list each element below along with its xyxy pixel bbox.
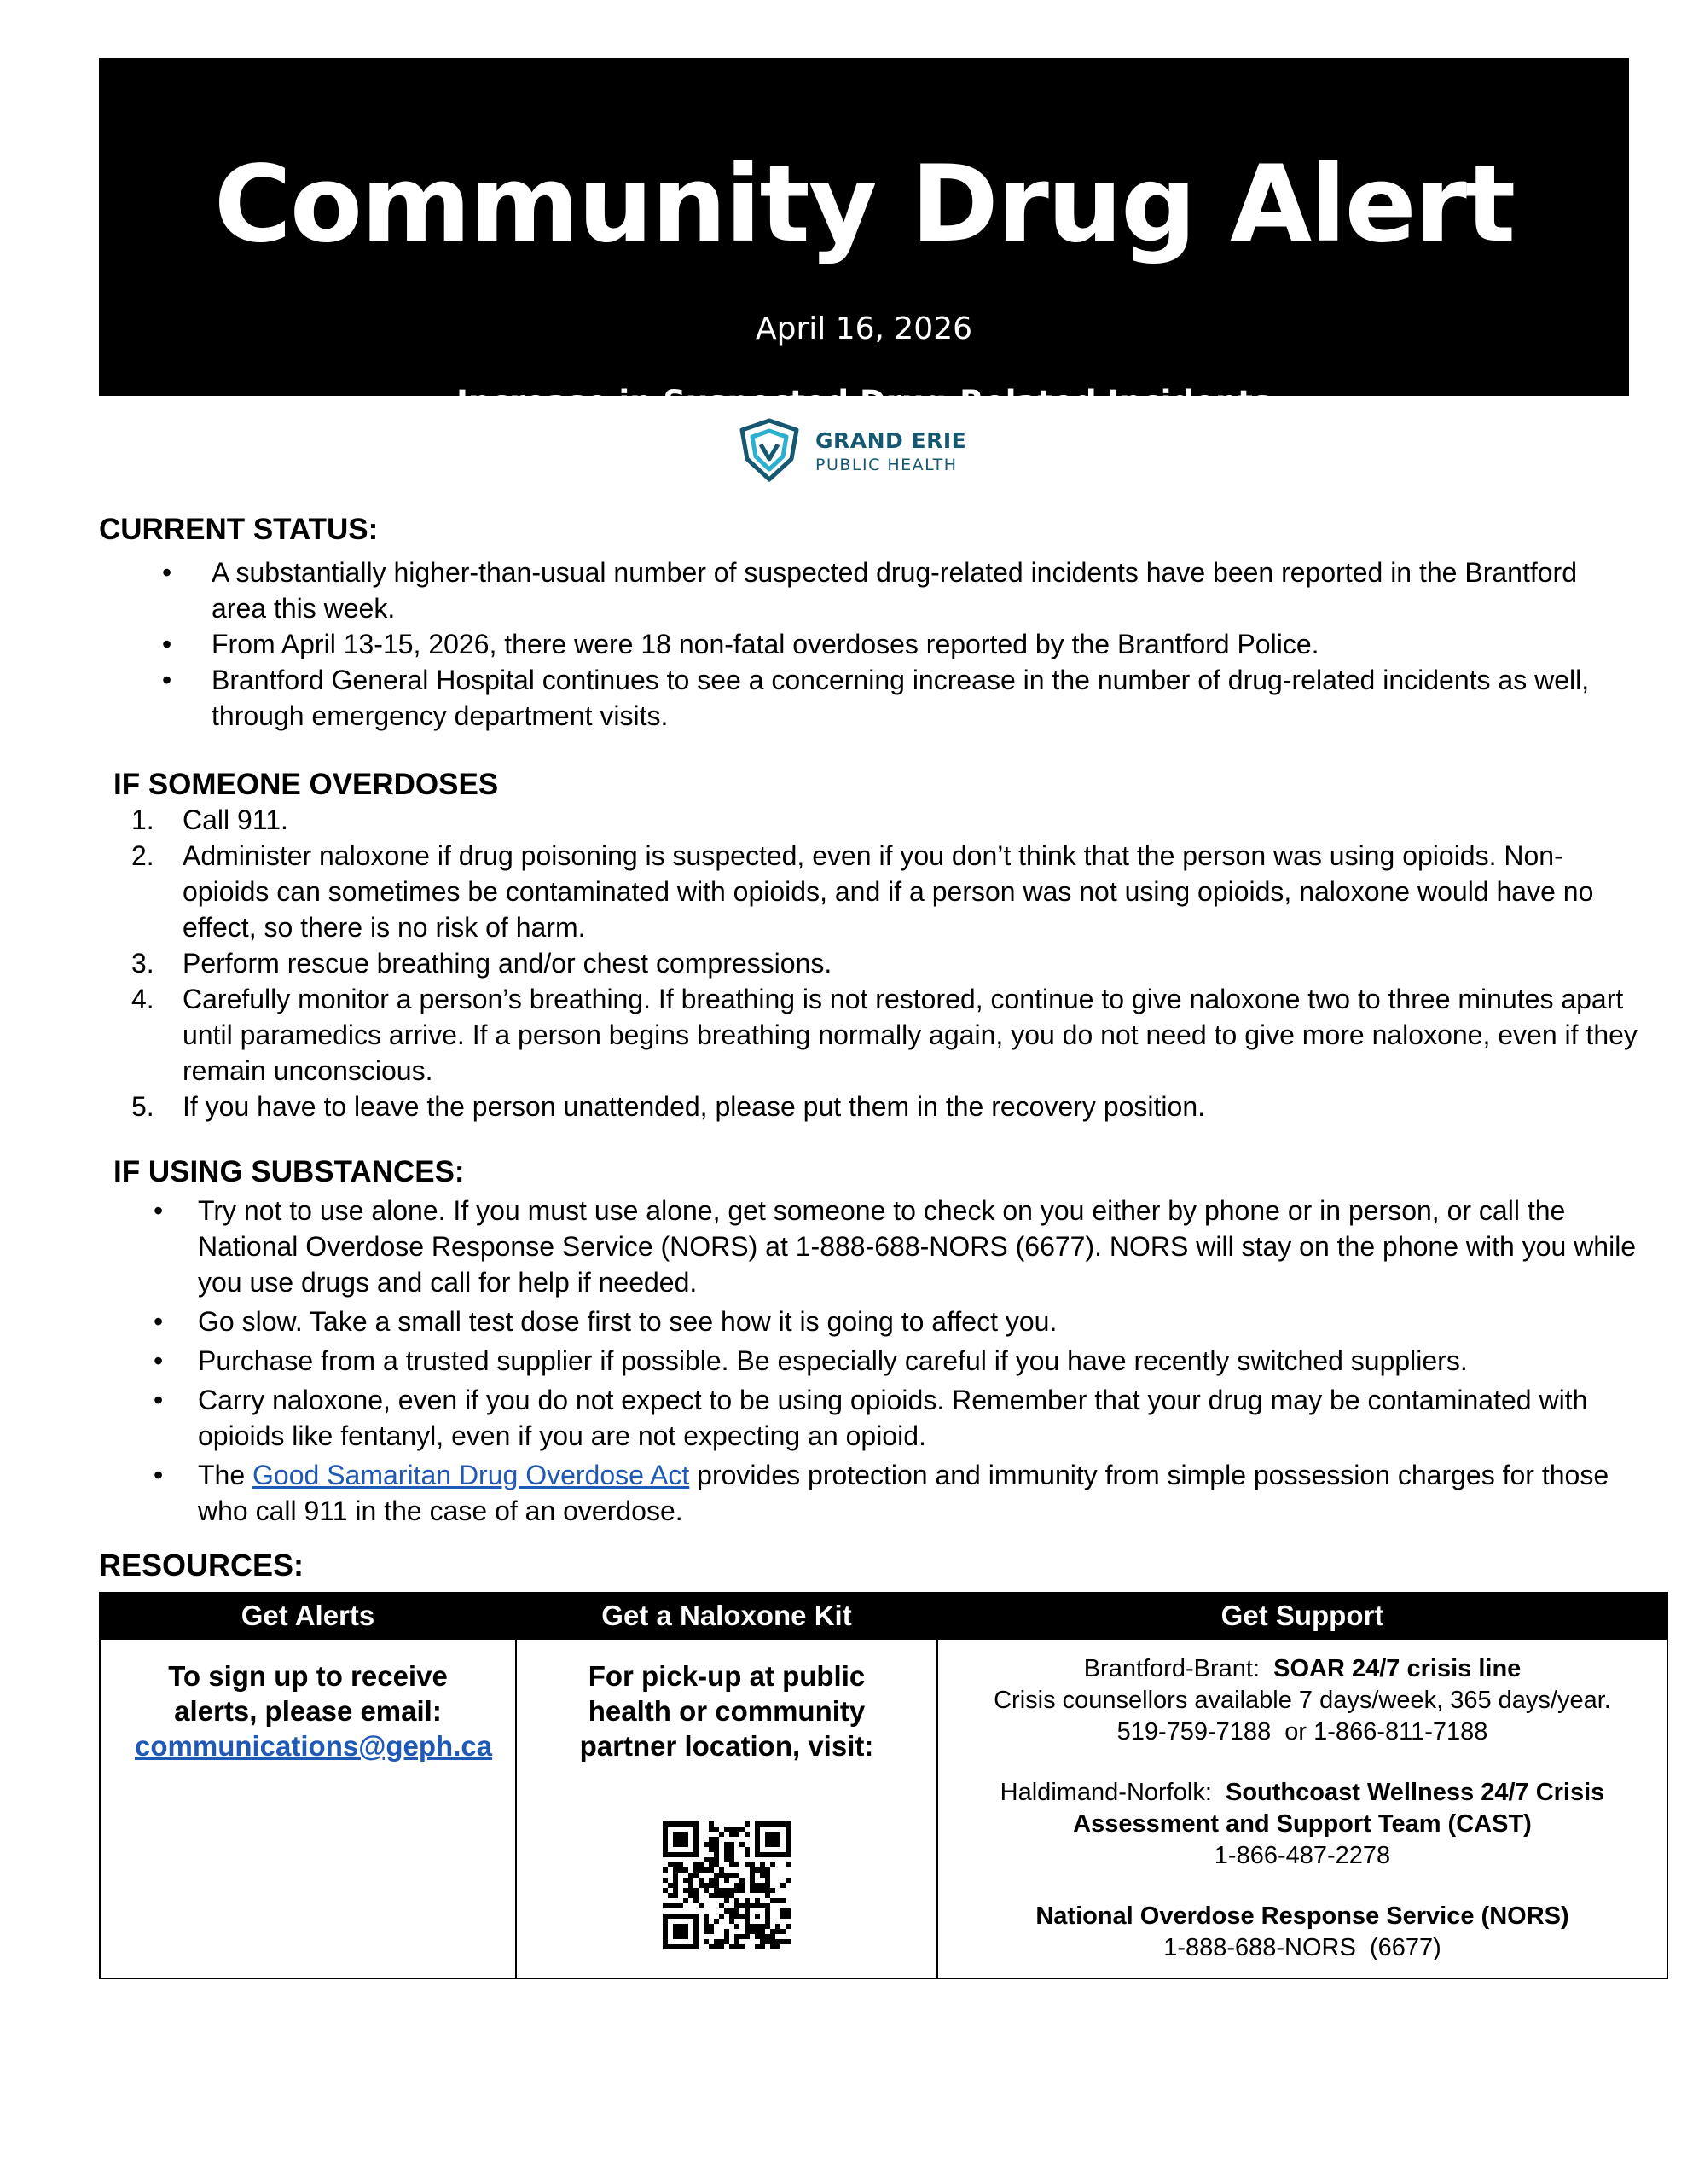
shield-logo-icon — [735, 416, 803, 485]
page-title: Community Drug Alert — [213, 143, 1515, 266]
overdose-heading: IF SOMEONE OVERDOSES — [113, 768, 499, 801]
support-cell — [937, 1639, 1667, 1978]
logo-line-1: GRAND ERIE — [815, 428, 967, 453]
list-item: • Brantford General Hospital continues to see a concerning increase in the number of drug-related incidents as well, through emergency department visits. — [162, 665, 1590, 731]
support-phone-soar: 519-759-7188 or 1-866-811-7188 — [1116, 1718, 1488, 1745]
naloxone-cell — [516, 1639, 937, 1978]
good-samaritan-act-link[interactable]: Good Samaritan Drug Overdose Act — [252, 1460, 690, 1490]
list-item: • The Good Samaritan Drug Overdose Act provides protection and immunity from simple possession charges for those who call 911 in the case of an overdose. — [154, 1460, 1609, 1526]
logo-line-2: PUBLIC HEALTH — [815, 456, 958, 474]
list-item: • Purchase from a trusted supplier if possible. Be especially careful if you have recently switched suppliers. — [154, 1345, 1468, 1376]
list-item: • Try not to use alone. If you must use alone, get someone to check on you either by phone or in person, or call the National Overdose Response Service (NORS) at 1-888-688-NORS (6677). NORS will stay on the phone with you while you use drugs and call for help if needed. — [154, 1195, 1637, 1298]
list-item: • Carry naloxone, even if you do not expect to be using opioids. Remember that your drug may be contaminated with opioids like fentanyl, even if you are not expecting an opioid. — [154, 1385, 1588, 1451]
column-header-alerts: Get Alerts — [100, 1593, 516, 1639]
support-desc-soar: Crisis counsellors available 7 days/week, 365 days/year. — [994, 1687, 1611, 1714]
column-header-naloxone: Get a Naloxone Kit — [516, 1593, 937, 1639]
resources-table — [99, 1592, 1668, 1979]
alert-banner — [99, 58, 1629, 421]
substances-heading: IF USING SUBSTANCES: — [113, 1155, 465, 1188]
list-item: 2. Administer naloxone if drug poisoning is suspected, even if you don’t think that the person was using opioids. Non-opioids can sometimes be contaminated with opioids, and if a person was not using opioids, naloxone would have no effect, so there is no risk of harm. — [131, 840, 1594, 943]
current-status-heading: CURRENT STATUS: — [99, 513, 379, 546]
list-item: 5. If you have to leave the person unattended, please put them in the recovery position. — [131, 1091, 1205, 1122]
support-name-soar: SOAR 24/7 crisis line — [1273, 1655, 1522, 1682]
alert-subtitle: Increase in Suspected Drug-Related Incidents — [456, 384, 1272, 421]
list-item: 1. Call 911. — [131, 804, 288, 835]
support-phone-nors: 1-888-688-NORS (6677) — [1163, 1934, 1441, 1961]
alerts-email-link[interactable]: communications@geph.ca — [135, 1730, 493, 1762]
current-status-list — [162, 555, 1636, 734]
support-phone-cast: 1-866-487-2278 — [1214, 1842, 1391, 1869]
support-region-brant: Brantford-Brant: — [1083, 1655, 1261, 1682]
list-item: 4. Carefully monitor a person’s breathing. If breathing is not restored, continue to give naloxone two to three minutes apart until paramedics arrive. If a person begins breathing normally again, you do not need to give more naloxone, even if they remain unconscious. — [131, 984, 1638, 1086]
list-item: • Go slow. Take a small test dose first to see how it is going to affect you. — [154, 1306, 1058, 1337]
column-header-support: Get Support — [937, 1593, 1667, 1639]
overdose-steps-list — [131, 802, 1649, 1124]
list-item: 3. Perform rescue breathing and/or chest compressions. — [131, 948, 832, 979]
naloxone-qr-code[interactable] — [663, 1821, 791, 1949]
list-item: • From April 13-15, 2026, there were 18 non-fatal overdoses reported by the Brantford Police. — [162, 629, 1319, 659]
list-item: • A substantially higher-than-usual number of suspected drug-related incidents have been reported in the Brantford area this week. — [162, 557, 1577, 624]
substances-list — [154, 1193, 1656, 1529]
naloxone-text: For pick-up at public health or community partner location, visit: — [579, 1660, 874, 1762]
support-region-haldimand: Haldimand-Norfolk: — [1000, 1779, 1212, 1806]
support-name-cast: Southcoast Wellness 24/7 Crisis Assessment and Support Team (CAST) — [1073, 1779, 1605, 1838]
grand-erie-logo — [735, 416, 1025, 485]
resources-heading: RESOURCES: — [99, 1548, 304, 1583]
support-name-nors: National Overdose Response Service (NORS) — [1035, 1902, 1569, 1930]
alerts-cell — [100, 1639, 516, 1978]
alerts-text: To sign up to receive alerts, please email: — [168, 1660, 448, 1727]
alert-date: April 16, 2026 — [755, 311, 973, 346]
